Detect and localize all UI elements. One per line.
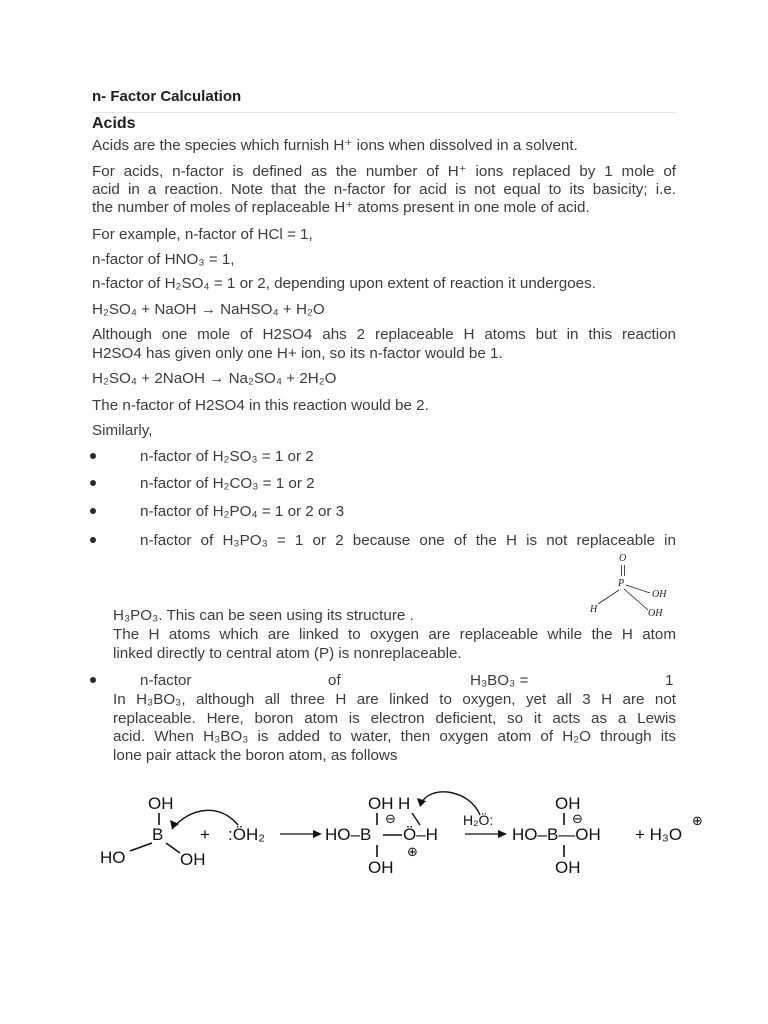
intermediate-oh-top: OH	[368, 794, 394, 813]
intermediate-oh: Ö–H	[403, 825, 438, 844]
list-item: n-factor of H₂CO₃ = 1 or 2	[140, 475, 315, 492]
equation-2: H₂SO₄ + 2NaOH → Na₂SO₄ + 2H₂O	[92, 370, 337, 387]
page-title: n- Factor Calculation	[92, 88, 242, 105]
section-heading-acids: Acids	[92, 115, 136, 132]
bullet-dot	[90, 453, 96, 459]
example-h2so4: n-factor of H₂SO₄ = 1 or 2, depending upon extent of reaction it undergoes.	[92, 275, 596, 292]
acids-definition: Acids are the species which furnish H⁺ ions when dissolved in a solvent.	[92, 137, 578, 154]
product-oh-top: OH	[555, 794, 581, 813]
list-item: n-factor of H₃PO₃ = 1 or 2 because one of the H is not replaceable in	[140, 532, 676, 549]
h3bo3-bullet-value: 1	[665, 672, 674, 689]
bullet-dot	[90, 508, 96, 514]
structure-h: H	[590, 604, 598, 615]
list-item: n-factor of H₂SO₃ = 1 or 2	[140, 448, 314, 465]
intermediate-h: H	[398, 794, 411, 813]
hydronium-plus-charge: ⊕	[692, 813, 703, 828]
h3bo3-para-line4: lone pair attack the boron atom, as follows	[113, 747, 398, 764]
water-base: H₂Ö:	[463, 812, 494, 828]
plus-sign: +	[200, 825, 210, 844]
reactant-oh-top: OH	[148, 794, 174, 813]
example-hcl: For example, n-factor of HCl = 1,	[92, 226, 313, 243]
bullet-dot	[90, 677, 96, 683]
h3bo3-bullet-formula: H₃BO₃ =	[470, 672, 529, 689]
reactant-oh-right: OH	[180, 850, 206, 869]
product-hydronium: + H₃O	[635, 825, 683, 844]
equation-1: H₂SO₄ + NaOH → NaHSO₄ + H₂O	[92, 301, 325, 318]
h3bo3-bullet-of: of	[328, 672, 341, 689]
structure-oh-1: OH	[652, 589, 667, 600]
h3po3-note-line1: The H atoms which are linked to oxygen are replaceable while the H atom	[113, 626, 676, 643]
nfactor-two-statement: The n-factor of H2SO4 in this reaction would be 2.	[92, 397, 429, 414]
product-borate: HO–B—OH	[512, 825, 601, 844]
h3bo3-para-line1: In H₃BO₃, although all three H are linked to oxygen, yet all 3 H are not	[113, 691, 676, 708]
water-nucleophile: :ÖH₂	[228, 825, 265, 844]
explanation-line1: Although one mole of H2SO4 ahs 2 replaceable H atoms but in this reaction	[92, 326, 676, 343]
product-minus-charge: ⊖	[572, 811, 583, 826]
plus-charge: ⊕	[407, 844, 418, 859]
intermediate-oh-bottom: OH	[368, 858, 394, 877]
nfactor-definition-line1: For acids, n-factor is defined as the number of H⁺ ions replaced by 1 mole of	[92, 163, 676, 180]
structure-p: P	[618, 578, 625, 589]
h3bo3-para-line2: replaceable. Here, boron atom is electron deficient, so it acts as a Lewis	[113, 710, 676, 727]
h3po3-note-line2: linked directly to central atom (P) is nonreplaceable.	[113, 645, 462, 662]
bullet-dot	[90, 480, 96, 486]
similarly-label: Similarly,	[92, 422, 153, 439]
product-oh-bottom: OH	[555, 858, 581, 877]
h3bo3-para-line3: acid. When H₃BO₃ is added to water, then oxygen atom of H₂O through its	[113, 728, 676, 745]
explanation-line2: H2SO4 has given only one H+ ion, so its n-factor would be 1.	[92, 345, 503, 362]
list-item: n-factor of H₂PO₄ = 1 or 2 or 3	[140, 503, 345, 520]
example-hno3: n-factor of HNO₃ = 1,	[92, 251, 235, 268]
h3bo3-bullet-left: n-factor	[140, 672, 192, 689]
h3po3-continuation: H₃PO₃. This can be seen using its structure .	[113, 607, 414, 624]
boric-acid-reaction-diagram	[90, 785, 720, 880]
h3po3-structure-diagram	[584, 550, 684, 620]
structure-oh-2: OH	[648, 608, 663, 619]
nfactor-definition-line2: acid in a reaction. Note that the n-factor for acid is not equal to its basicity; i.e.	[92, 181, 676, 198]
reactant-boron: B	[152, 825, 164, 844]
minus-charge: ⊖	[385, 811, 396, 826]
intermediate-ho-b: HO–B	[325, 825, 372, 844]
reactant-ho: HO	[100, 848, 126, 867]
bullet-dot	[90, 537, 96, 543]
structure-o: O	[619, 553, 627, 564]
title-divider	[92, 112, 676, 113]
nfactor-definition-line3: the number of moles of replaceable H⁺ atoms present in one mole of acid.	[92, 199, 590, 216]
